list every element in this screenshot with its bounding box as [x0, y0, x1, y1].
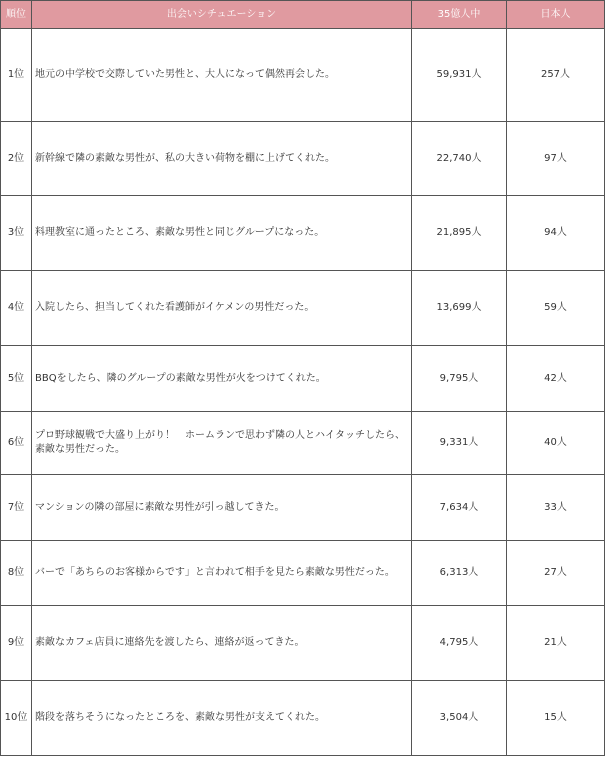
- situation-cell: マンションの隣の部屋に素敵な男性が引っ越してきた。: [32, 475, 412, 541]
- table-row: [1, 681, 605, 756]
- table-row: [1, 122, 605, 196]
- header-row: [1, 1, 605, 29]
- japan-count-cell: 59人: [507, 271, 605, 346]
- table-row: [1, 475, 605, 541]
- world-count-cell: 59,931人: [412, 29, 507, 122]
- rank-cell: 4位: [1, 271, 32, 346]
- japan-count-cell: 97人: [507, 122, 605, 196]
- rank-cell: 3位: [1, 196, 32, 271]
- header-rank: 順位: [1, 1, 32, 29]
- situation-cell: BBQをしたら、隣のグループの素敵な男性が火をつけてくれた。: [32, 346, 412, 412]
- rank-cell: 9位: [1, 606, 32, 681]
- rank-cell: 5位: [1, 346, 32, 412]
- rank-cell: 1位: [1, 29, 32, 122]
- rank-cell: 10位: [1, 681, 32, 756]
- situation-cell: 新幹線で隣の素敵な男性が、私の大きい荷物を棚に上げてくれた。: [32, 122, 412, 196]
- japan-count-cell: 21人: [507, 606, 605, 681]
- world-count-cell: 22,740人: [412, 122, 507, 196]
- rank-cell: 2位: [1, 122, 32, 196]
- table-row: [1, 606, 605, 681]
- world-count-cell: 7,634人: [412, 475, 507, 541]
- situation-cell: 料理教室に通ったところ、素敵な男性と同じグループになった。: [32, 196, 412, 271]
- rank-cell: 6位: [1, 412, 32, 475]
- situation-cell: プロ野球観戦で大盛り上がり！ ホームランで思わず隣の人とハイタッチしたら、素敵な男性だった。: [32, 412, 412, 475]
- world-count-cell: 9,795人: [412, 346, 507, 412]
- japan-count-cell: 33人: [507, 475, 605, 541]
- table-row: [1, 541, 605, 606]
- world-count-cell: 21,895人: [412, 196, 507, 271]
- japan-count-cell: 40人: [507, 412, 605, 475]
- japan-count-cell: 42人: [507, 346, 605, 412]
- rank-cell: 7位: [1, 475, 32, 541]
- situation-cell: 地元の中学校で交際していた男性と、大人になって偶然再会した。: [32, 29, 412, 122]
- header-world-count: 35億人中: [412, 1, 507, 29]
- world-count-cell: 3,504人: [412, 681, 507, 756]
- table-row: [1, 271, 605, 346]
- world-count-cell: 4,795人: [412, 606, 507, 681]
- table-row: [1, 196, 605, 271]
- situation-cell: 階段を落ちそうになったところを、素敵な男性が支えてくれた。: [32, 681, 412, 756]
- situation-cell: 入院したら、担当してくれた看護師がイケメンの男性だった。: [32, 271, 412, 346]
- header-situation: 出会いシチュエーション: [32, 1, 412, 29]
- table-row: [1, 29, 605, 122]
- table-row: [1, 346, 605, 412]
- japan-count-cell: 257人: [507, 29, 605, 122]
- world-count-cell: 9,331人: [412, 412, 507, 475]
- japan-count-cell: 27人: [507, 541, 605, 606]
- rank-cell: 8位: [1, 541, 32, 606]
- japan-count-cell: 94人: [507, 196, 605, 271]
- table-row: [1, 412, 605, 475]
- japan-count-cell: 15人: [507, 681, 605, 756]
- situation-cell: バーで「あちらのお客様からです」と言われて相手を見たら素敵な男性だった。: [32, 541, 412, 606]
- world-count-cell: 6,313人: [412, 541, 507, 606]
- situation-cell: 素敵なカフェ店員に連絡先を渡したら、連絡が返ってきた。: [32, 606, 412, 681]
- header-japan-count: 日本人: [507, 1, 605, 29]
- world-count-cell: 13,699人: [412, 271, 507, 346]
